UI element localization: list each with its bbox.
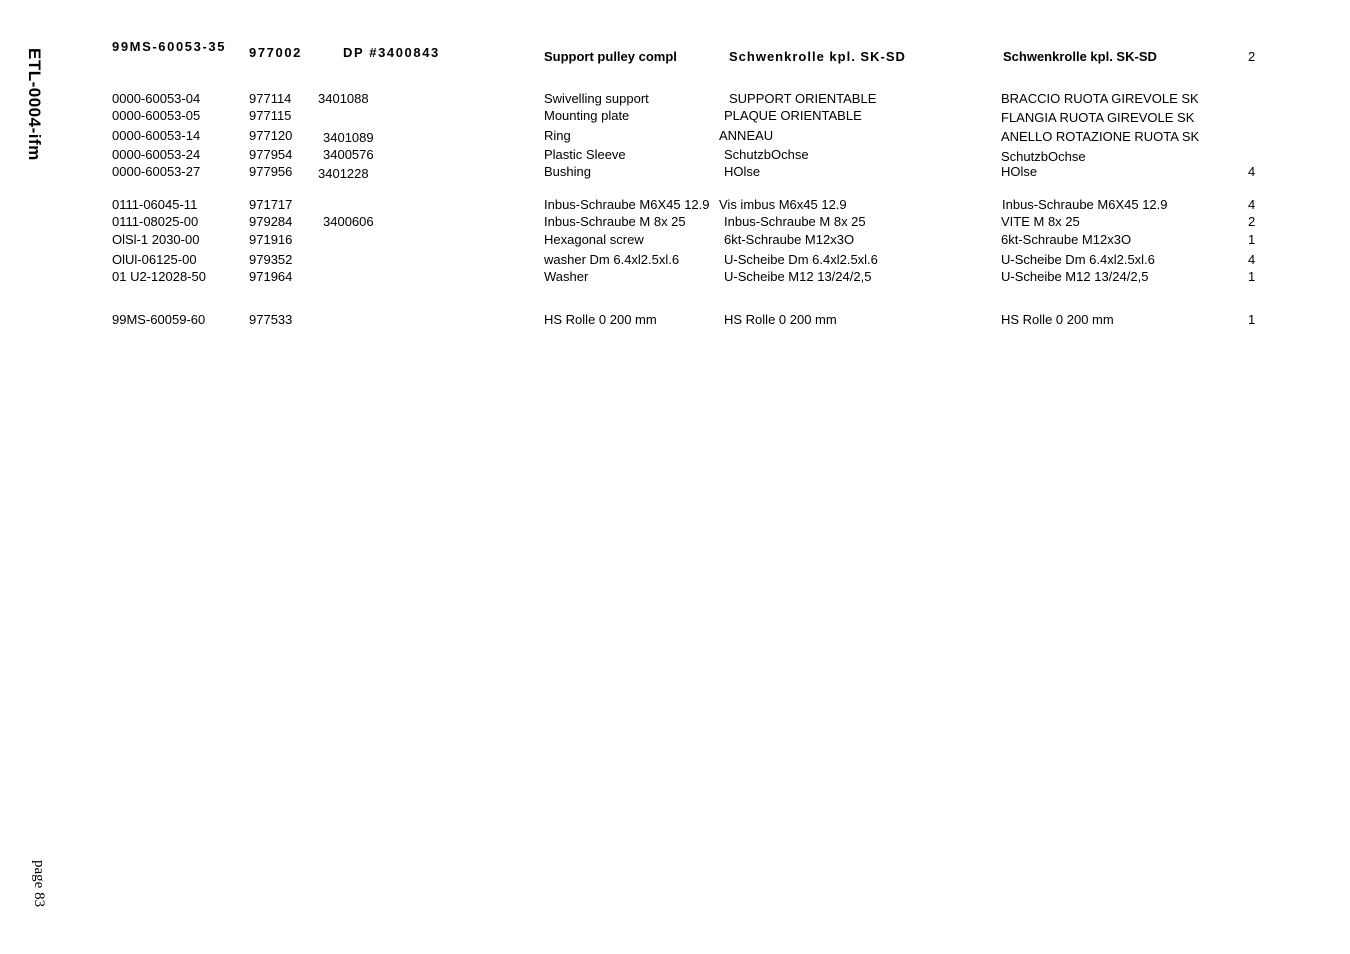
desc-en-cell: Bushing [544, 164, 591, 179]
ref-cell: 977114 [249, 91, 292, 106]
desc-fr-cell: HS Rolle 0 200 mm [724, 312, 837, 327]
desc-en-cell: Swivelling support [544, 91, 649, 106]
part-no-cell: 0000-60053-27 [112, 164, 201, 179]
ref-cell: 977115 [249, 108, 292, 123]
desc-fr-cell: 6kt-Schraube M12x3O [724, 232, 855, 247]
dp-cell: 3401088 [318, 91, 369, 106]
desc-it-cell: HS Rolle 0 200 mm [1001, 312, 1114, 327]
header-dp: DP #3400843 [343, 45, 440, 60]
header-ref: 977002 [249, 45, 302, 60]
part-no-cell: 01 U2-12028-50 [112, 269, 206, 284]
desc-en-cell: Mounting plate [544, 108, 630, 123]
desc-en-cell: Washer [544, 269, 589, 284]
ref-cell: 971717 [249, 197, 293, 212]
qty-cell: 1 [1248, 269, 1256, 284]
desc-en-cell: washer Dm 6.4xl2.5xl.6 [544, 252, 680, 267]
desc-it-cell: BRACCIO RUOTA GIREVOLE SK [1001, 91, 1199, 106]
part-no-cell: 0000-60053-04 [112, 91, 201, 106]
desc-fr-cell: SchutzbOchse [724, 147, 809, 162]
part-no-cell: 0000-60053-14 [112, 128, 201, 143]
dp-cell: 3401228 [318, 166, 369, 181]
part-no-cell: 0111-08025-00 [112, 214, 199, 229]
header-desc-en: Support pulley compl [544, 49, 677, 64]
qty-cell: 4 [1248, 197, 1256, 212]
ref-cell: 971964 [249, 269, 293, 284]
part-no-cell: OlUl-06125-00 [112, 252, 197, 267]
dp-cell: 3401089 [323, 130, 374, 145]
desc-en-cell: Hexagonal screw [544, 232, 644, 247]
desc-fr-cell: PLAQUE ORIENTABLE [724, 108, 862, 123]
desc-it-cell: 6kt-Schraube M12x3O [1001, 232, 1132, 247]
desc-it-cell: Inbus-Schraube M6X45 12.9 [1002, 197, 1168, 212]
part-no-cell: 0000-60053-05 [112, 108, 201, 123]
desc-en-cell: HS Rolle 0 200 mm [544, 312, 657, 327]
desc-fr-cell: HOlse [724, 164, 761, 179]
part-no-cell: OlSl-1 2030-00 [112, 232, 200, 247]
desc-en-cell: Inbus-Schraube M 8x 25 [544, 214, 686, 229]
ref-cell: 979352 [249, 252, 293, 267]
desc-it-cell: HOlse [1001, 164, 1038, 179]
header-part-no: 99MS-60053-35 [112, 39, 227, 54]
ref-cell: 979284 [249, 214, 293, 229]
desc-it-cell: U-Scheibe M12 13/24/2,5 [1001, 269, 1149, 284]
part-no-cell: 0000-60053-24 [112, 147, 201, 162]
desc-fr-cell: Vis imbus M6x45 12.9 [719, 197, 847, 212]
desc-it-cell: FLANGIA RUOTA GIREVOLE SK [1001, 110, 1195, 125]
ref-cell: 977954 [249, 147, 293, 162]
document-id: ETL-0004-ifm [25, 48, 44, 161]
desc-fr-cell: Inbus-Schraube M 8x 25 [724, 214, 866, 229]
ref-cell: 977533 [249, 312, 293, 327]
desc-it-cell: SchutzbOchse [1001, 149, 1086, 164]
desc-en-cell: Ring [544, 128, 571, 143]
ref-cell: 977120 [249, 128, 293, 143]
header-qty: 2 [1248, 49, 1256, 64]
ref-cell: 977956 [249, 164, 293, 179]
desc-it-cell: ANELLO ROTAZIONE RUOTA SK [1001, 129, 1200, 144]
qty-cell: 2 [1248, 214, 1256, 229]
qty-cell: 4 [1248, 252, 1256, 267]
header-desc-de: Schwenkrolle kpl. SK-SD [729, 49, 906, 64]
qty-cell: 4 [1248, 164, 1256, 179]
part-no-cell: 0111-06045-11 [112, 197, 198, 212]
ref-cell: 971916 [249, 232, 293, 247]
dp-cell: 3400576 [323, 147, 374, 162]
part-no-cell: 99MS-60059-60 [112, 312, 206, 327]
desc-it-cell: U-Scheibe Dm 6.4xl2.5xl.6 [1001, 252, 1155, 267]
page-number: page 83 [31, 860, 47, 908]
desc-fr-cell: SUPPORT ORIENTABLE [729, 91, 877, 106]
desc-fr-cell: U-Scheibe M12 13/24/2,5 [724, 269, 872, 284]
qty-cell: 1 [1248, 232, 1256, 247]
desc-fr-cell: U-Scheibe Dm 6.4xl2.5xl.6 [724, 252, 878, 267]
qty-cell: 1 [1248, 312, 1256, 327]
desc-it-cell: VITE M 8x 25 [1001, 214, 1080, 229]
header-desc-it: Schwenkrolle kpl. SK-SD [1003, 49, 1157, 64]
desc-fr-cell: ANNEAU [719, 128, 774, 143]
desc-en-cell: Inbus-Schraube M6X45 12.9 [544, 197, 710, 212]
desc-en-cell: Plastic Sleeve [544, 147, 626, 162]
dp-cell: 3400606 [323, 214, 374, 229]
